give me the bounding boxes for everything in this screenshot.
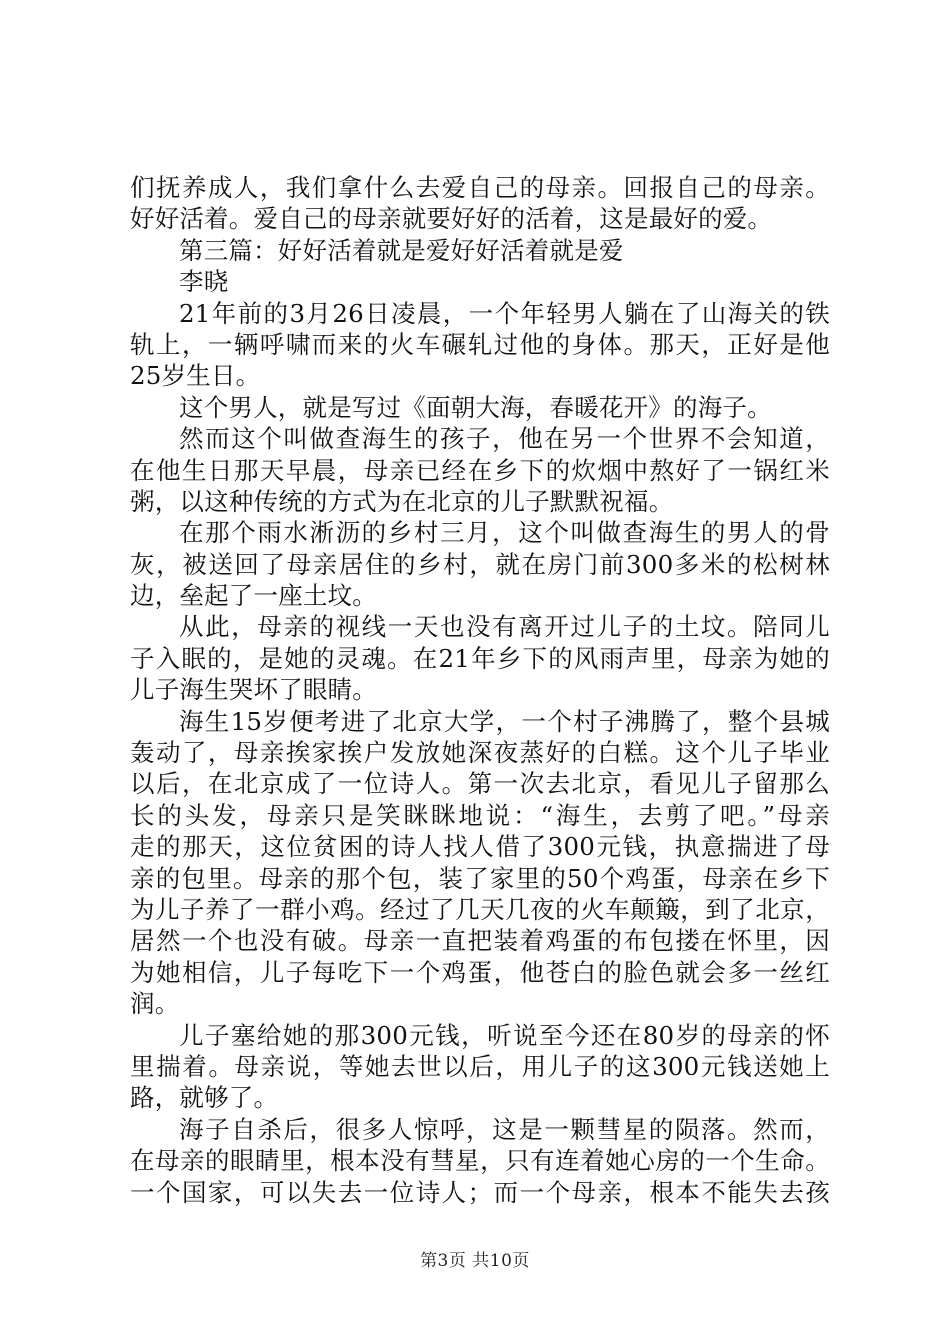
text-line: 灰，被送回了母亲居住的乡村，就在房门前300多米的松树林 [130,549,830,579]
text-line: 李晓 [179,267,229,297]
text-line: 在他生日那天早晨，母亲已经在乡下的炊烟中熬好了一锅红米 [130,455,830,485]
text-line: 然而这个叫做查海生的孩子，他在另一个世界不会知道， [179,424,830,454]
text-line: 好好活着。爱自己的母亲就要好好的活着，这是最好的爱。 [130,204,773,234]
text-line: 在那个雨水淅沥的乡村三月，这个叫做查海生的男人的骨 [179,518,830,548]
text-line: 一个国家，可以失去一位诗人；而一个母亲，根本不能失去孩 [130,1177,830,1207]
text-line: 长的头发，母亲只是笑眯眯地说：“海生，去剪了吧。”母亲 [130,800,830,830]
text-line: 在母亲的眼睛里，根本没有彗星，只有连着她心房的一个生命。 [130,1146,830,1176]
text-line: 居然一个也没有破。母亲一直把装着鸡蛋的布包搂在怀里，因 [130,926,830,956]
text-line: 轰动了，母亲挨家挨户发放她深夜蒸好的白糕。这个儿子毕业 [130,738,830,768]
text-line: 润。 [130,989,180,1019]
text-line: 边，垒起了一座土坟。 [130,581,377,611]
text-line: 走的那天，这位贫困的诗人找人借了300元钱，执意揣进了母 [130,832,830,862]
text-line: 儿子海生哭坏了眼睛。 [130,675,377,705]
text-line: 亲的包里。母亲的那个包，装了家里的50个鸡蛋，母亲在乡下 [130,863,830,893]
text-line: 以后，在北京成了一位诗人。第一次去北京，看见儿子留那么 [130,769,830,799]
text-line: 为她相信，儿子每吃下一个鸡蛋，他苍白的脸色就会多一丝红 [130,957,830,987]
text-line: 路，就够了。 [130,1083,279,1113]
text-line: 从此，母亲的视线一天也没有离开过儿子的土坟。陪同儿 [179,612,830,642]
text-line: 儿子塞给她的那300元钱，听说至今还在80岁的母亲的怀 [179,1020,830,1050]
text-line: 轨上，一辆呼啸而来的火车碾轧过他的身体。那天，正好是他 [130,329,830,359]
text-line: 们抚养成人，我们拿什么去爱自己的母亲。回报自己的母亲。 [130,173,830,202]
text-line: 这个男人，就是写过《面朝大海，春暖花开》的海子。 [179,392,772,422]
text-line: 海子自杀后，很多人惊呼，这是一颗彗星的陨落。然而， [179,1114,830,1144]
page-footer: 第3页 共10页 [420,1251,530,1271]
text-line: 子入眠的，是她的灵魂。在21年乡下的风雨声里，母亲为她的 [130,643,830,673]
text-line: 为儿子养了一群小鸡。经过了几天几夜的火车颠簸，到了北京， [130,894,830,924]
text-line: 粥，以这种传统的方式为在北京的儿子默默祝福。 [130,486,674,516]
document-body [130,172,830,1208]
text-line: 里揣着。母亲说，等她去世以后，用儿子的这300元钱送她上 [130,1051,830,1081]
text-line: 海生15岁便考进了北京大学，一个村子沸腾了，整个县城 [179,706,830,736]
text-line: 25岁生日。 [130,361,261,391]
text-line: 第三篇：好好活着就是爱好好活着就是爱 [179,235,624,265]
text-line: 21年前的3月26日凌晨，一个年轻男人躺在了山海关的铁 [179,298,830,328]
